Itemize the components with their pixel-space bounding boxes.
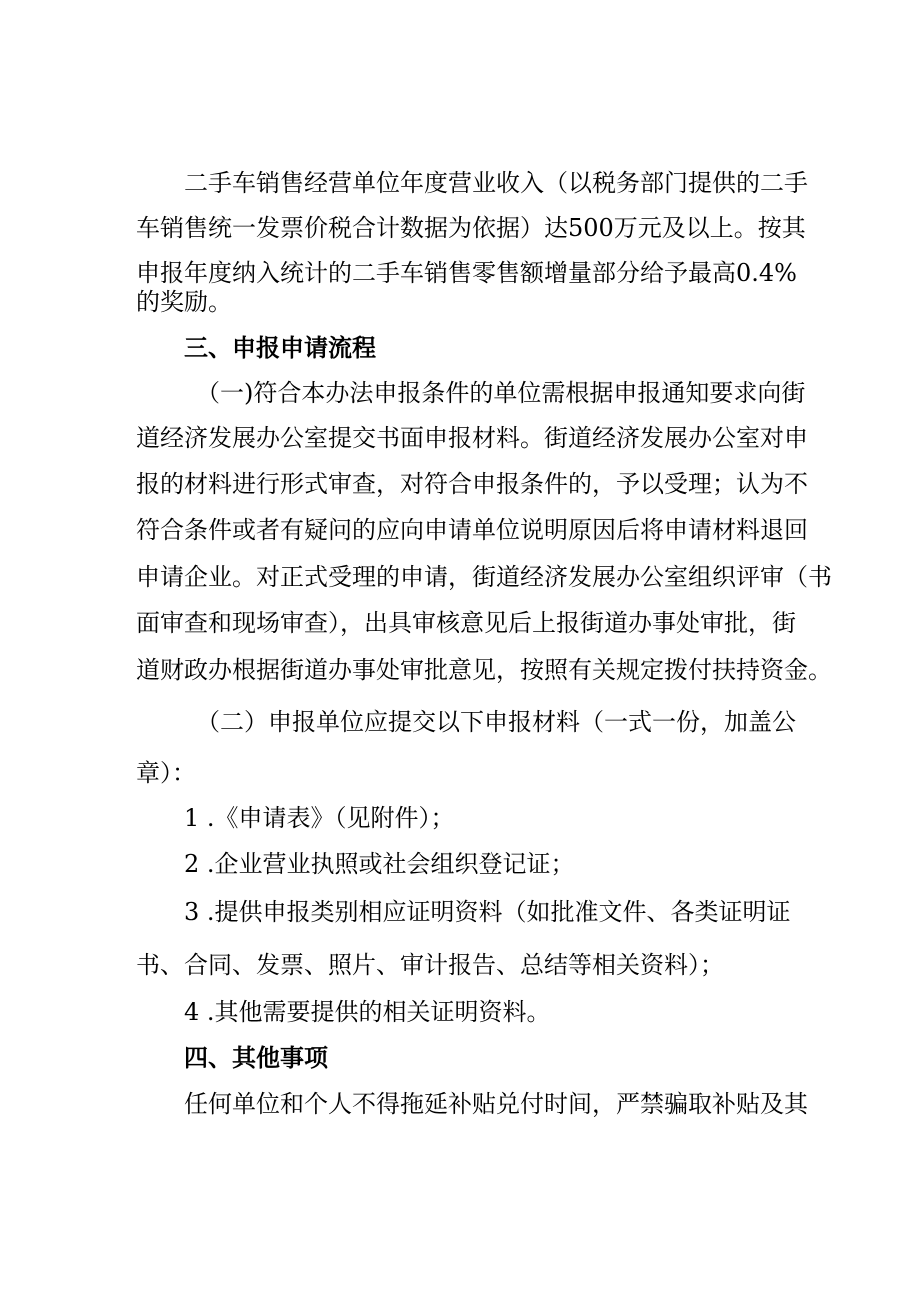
paragraph-line: 面审查和现场审查），出具审核意见后上报街道办事处审批，街 — [136, 609, 796, 637]
paragraph-line: （二）申报单位应提交以下申报材料（一式一份，加盖公 — [196, 708, 796, 736]
paragraph-line: （一)符合本办法申报条件的单位需根据申报通知要求向街 — [196, 379, 806, 407]
list-item: 1 .《申请表》（见附件）； — [184, 804, 455, 832]
list-item: 4 .其他需要提供的相关证明资料。 — [184, 998, 551, 1026]
paragraph-line: 任何单位和个人不得拖延补贴兑付时间，严禁骗取补贴及其 — [184, 1090, 808, 1118]
paragraph-line: 申请企业。对正式受理的申请，街道经济发展办公室组织评审（书 — [136, 563, 832, 591]
paragraph-line: 道财政办根据街道办事处审批意见，按照有关规定拨付扶持资金。 — [136, 656, 832, 684]
paragraph-line: 报的材料进行形式审查，对符合申报条件的，予以受理；认为不 — [136, 470, 808, 498]
paragraph-line: 二手车销售经营单位年度营业收入（以税务部门提供的二手 — [184, 169, 808, 197]
paragraph-line: 申报年度纳入统计的二手车销售零售额增量部分给予最高0.4% — [136, 259, 797, 287]
paragraph-line: 车销售统一发票价税合计数据为依据）达500万元及以上。按其 — [136, 214, 806, 242]
paragraph-line: 道经济发展办公室提交书面申报材料。街道经济发展办公室对申 — [136, 424, 808, 452]
paragraph-line: 的奖励。 — [136, 288, 232, 316]
section-heading: 三、申报申请流程 — [184, 333, 376, 362]
list-item-continuation: 书、合同、发票、照片、审计报告、总结等相关资料）； — [136, 951, 724, 979]
list-item: 3 .提供申报类别相应证明资料（如批准文件、各类证明证 — [184, 898, 791, 926]
paragraph-line: 章）： — [136, 759, 196, 787]
list-item: 2 .企业营业执照或社会组织登记证； — [184, 850, 575, 878]
paragraph-line: 符合条件或者有疑问的应向申请单位说明原因后将申请材料退回 — [136, 516, 808, 544]
section-heading: 四、其他事项 — [184, 1043, 328, 1072]
